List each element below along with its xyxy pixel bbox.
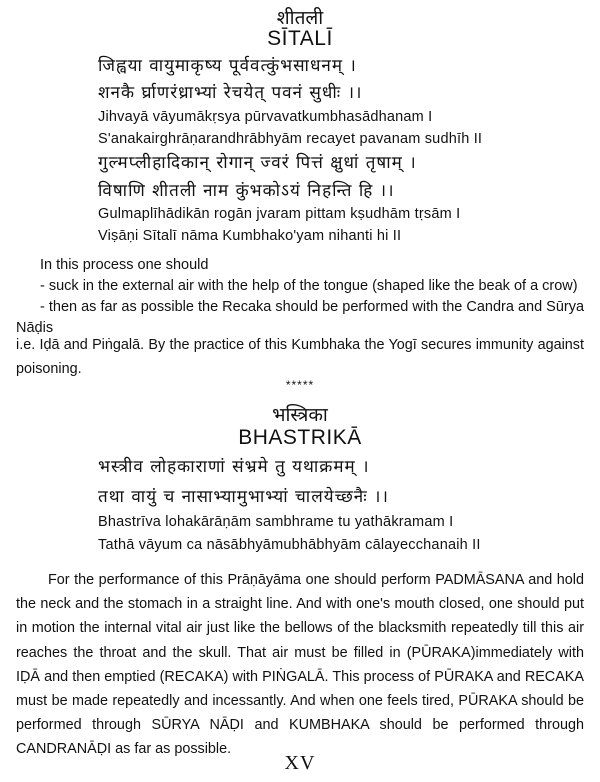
- sitali-verse-line-2-translit: S'anakairghrāṇarandhrābhyām recayet pavanam sudhīh II: [98, 131, 483, 147]
- bhastrika-title-roman: BHASTRIKĀ: [238, 426, 362, 449]
- bhastrika-verse-line-1-devanagari: भस्त्रीव लोहकाराणां संभ्रमे तु यथाक्रमम् ।: [98, 457, 370, 477]
- sitali-verse-line-3-translit: Gulmaplīhādikān rogān jvaram pittam kṣudhām tṛsām I: [98, 206, 461, 222]
- sitali-explanation: i.e. Iḍā and Piṅgalā. By the practice of this Kumbhaka the Yogī secures immunity against poisoning.: [16, 337, 584, 378]
- sitali-title-roman: SĪTALĪ: [267, 27, 333, 50]
- bhastrika-title-devanagari: भस्त्रिका: [272, 404, 328, 426]
- sitali-step-2: - then as far as possible the Recaka should be performed with the Candra and Sūrya: [40, 299, 585, 315]
- bhastrika-verse-line-1-translit: Bhastrīva lohakārāṇām sambhrame tu yathākramam I: [98, 514, 454, 530]
- sitali-title-devanagari: शीतली: [276, 7, 324, 29]
- bhastrika-paragraph: For the performance of this Prāṇāyāma one should perform PADMĀSANA and hold the neck and the stomach in a straight line. And with one's mouth closed, one should put in motion the internal vital air just like the bellows of the blacksmith repeatedly till this air reaches the throat and the skull. That air must be filled in (PŪRAKA)immediately with IḌĀ and then emptied (RECAKA) with PIṄGALĀ. This process of PŪRAKA and RECAKA must be made repeatedly and incessantly. And when one feels tired, PŪRAKA should be performed through SŪRYA NĀḌI and KUMBHAKA should be performed through CANDRANĀḌI as far as possible.: [16, 572, 584, 758]
- bhastrika-verse-line-2-devanagari: तथा वायुं च नासाभ्यामुभाभ्यां चालयेच्छनैः ।।: [98, 487, 389, 507]
- sitali-intro: In this process one should: [40, 257, 209, 273]
- section-separator: *****: [285, 378, 315, 392]
- sitali-step-2-continuation: Nāḍis: [16, 320, 54, 336]
- sitali-verse-line-4-translit: Viṣāṇi Sītalī nāma Kumbhako'yam nihanti hi II: [98, 228, 402, 244]
- sitali-verse-line-1-translit: Jihvayā vāyumākṛsya pūrvavatkumbhasādhanam I: [98, 109, 433, 125]
- sitali-verse-line-1-devanagari: जिह्वया वायुमाकृष्य पूर्ववत्कुंभसाधनम् ।: [98, 56, 357, 76]
- sitali-verse-line-2-devanagari: शनकै र्घ्राणरंध्राभ्यां रेचयेत् पवनं सुधीः ।।: [98, 83, 363, 103]
- page-number: XV: [284, 752, 316, 774]
- bhastrika-verse-line-2-translit: Tathā vāyum ca nāsābhyāmubhābhyām cālayecchanaih II: [98, 537, 481, 553]
- sitali-verse-line-3-devanagari: गुल्मप्लीहादिकान् रोगान् ज्वरं पित्तं क्षुधां तृषाम् ।: [98, 153, 417, 173]
- sitali-step-1: - suck in the external air with the help of the tongue (shaped like the beak of a crow): [40, 278, 578, 294]
- sitali-verse-line-4-devanagari: विषाणि शीतली नाम कुंभकोऽयं निहन्ति हि ।।: [98, 181, 395, 201]
